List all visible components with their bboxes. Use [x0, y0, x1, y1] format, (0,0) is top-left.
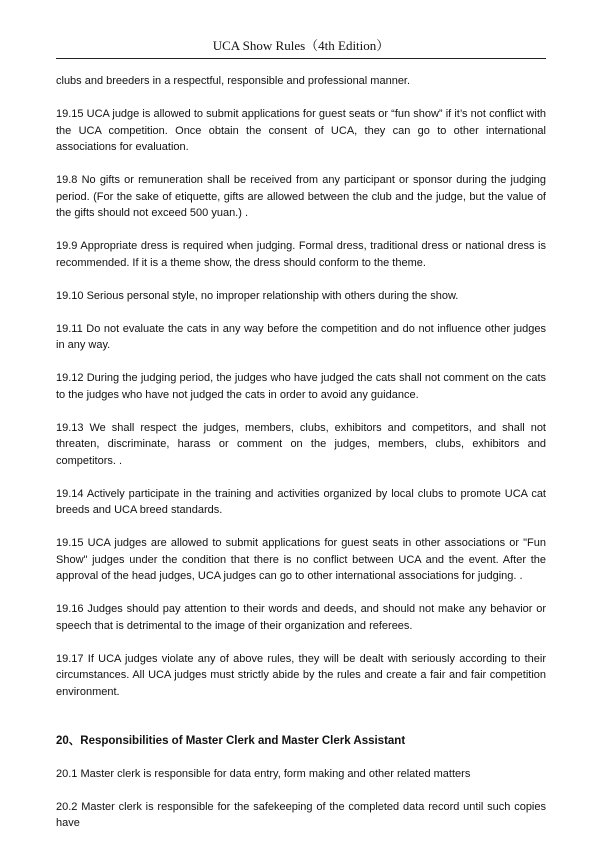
document-body: [56, 73, 546, 848]
paragraph-19-15-fun-show: 19.15 UCA judges are allowed to submit applications for guest seats in other associations or "Fun Show" judges under the condition that there is no conflict between UCA and the event. After the approval of the head judges, UCA judges can go to other international associations for judging. .: [56, 537, 546, 582]
paragraph-19-12-comments: 19.12 During the judging period, the judges who have judged the cats shall not comment on the cats to the judges who have not judged the cats in order to avoid any guidance.: [56, 372, 546, 401]
paragraph-19-9-dress: 19.9 Appropriate dress is required when judging. Formal dress, traditional dress or national dress is recommended. If it is a theme show, the dress should conform to the theme.: [56, 240, 546, 269]
paragraph-19-15-guest-seats: 19.15 UCA judge is allowed to submit applications for guest seats or “fun show” if it’s not conflict with the UCA competition. Once obtain the consent of UCA, they can go to other international associations for evaluation.: [56, 108, 546, 153]
paragraph-19-10-personal-style: 19.10 Serious personal style, no improper relationship with others during the show.: [56, 289, 459, 302]
running-header: UCA Show Rules（4th Edition）: [212, 38, 390, 53]
paragraph-20-1-data-entry: 20.1 Master clerk is responsible for data entry, form making and other related matters: [56, 767, 471, 780]
section-heading-20: 20、Responsibilities of Master Clerk and Master Clerk Assistant: [56, 735, 406, 747]
paragraph-19-11-evaluation: 19.11 Do not evaluate the cats in any way before the competition and do not influence other judges in any way.: [56, 322, 546, 351]
paragraph-19-8-gifts: 19.8 No gifts or remuneration shall be received from any participant or sponsor during the judging period. (For the sake of etiquette, gifts are allowed between the club and the judge, but the value of the gifts should not exceed 500 yuan.) .: [56, 174, 546, 219]
paragraph-20-2-safekeeping: 20.2 Master clerk is responsible for the safekeeping of the completed data record until such copies have: [56, 800, 546, 829]
header-rule: [56, 58, 546, 59]
paragraph-19-14-training: 19.14 Actively participate in the training and activities organized by local clubs to promote UCA cat breeds and UCA breed standards.: [56, 487, 546, 516]
paragraph-19-13-respect: 19.13 We shall respect the judges, members, clubs, exhibitors and competitors, and shall not threaten, discriminate, harass or comment on the judges, members, clubs, exhibitors and competitors. .: [56, 421, 546, 467]
paragraph-continuation: clubs and breeders in a respectful, responsible and professional manner.: [56, 75, 411, 87]
paragraph-19-16-conduct: 19.16 Judges should pay attention to their words and deeds, and should not make any behavior or speech that is detrimental to the image of their organization and referees.: [56, 603, 546, 632]
paragraph-19-17-violations: 19.17 If UCA judges violate any of above rules, they will be dealt with seriously according to their circumstances. All UCA judges must strictly abide by the rules and create a fair and fair competition environment.: [56, 652, 546, 698]
